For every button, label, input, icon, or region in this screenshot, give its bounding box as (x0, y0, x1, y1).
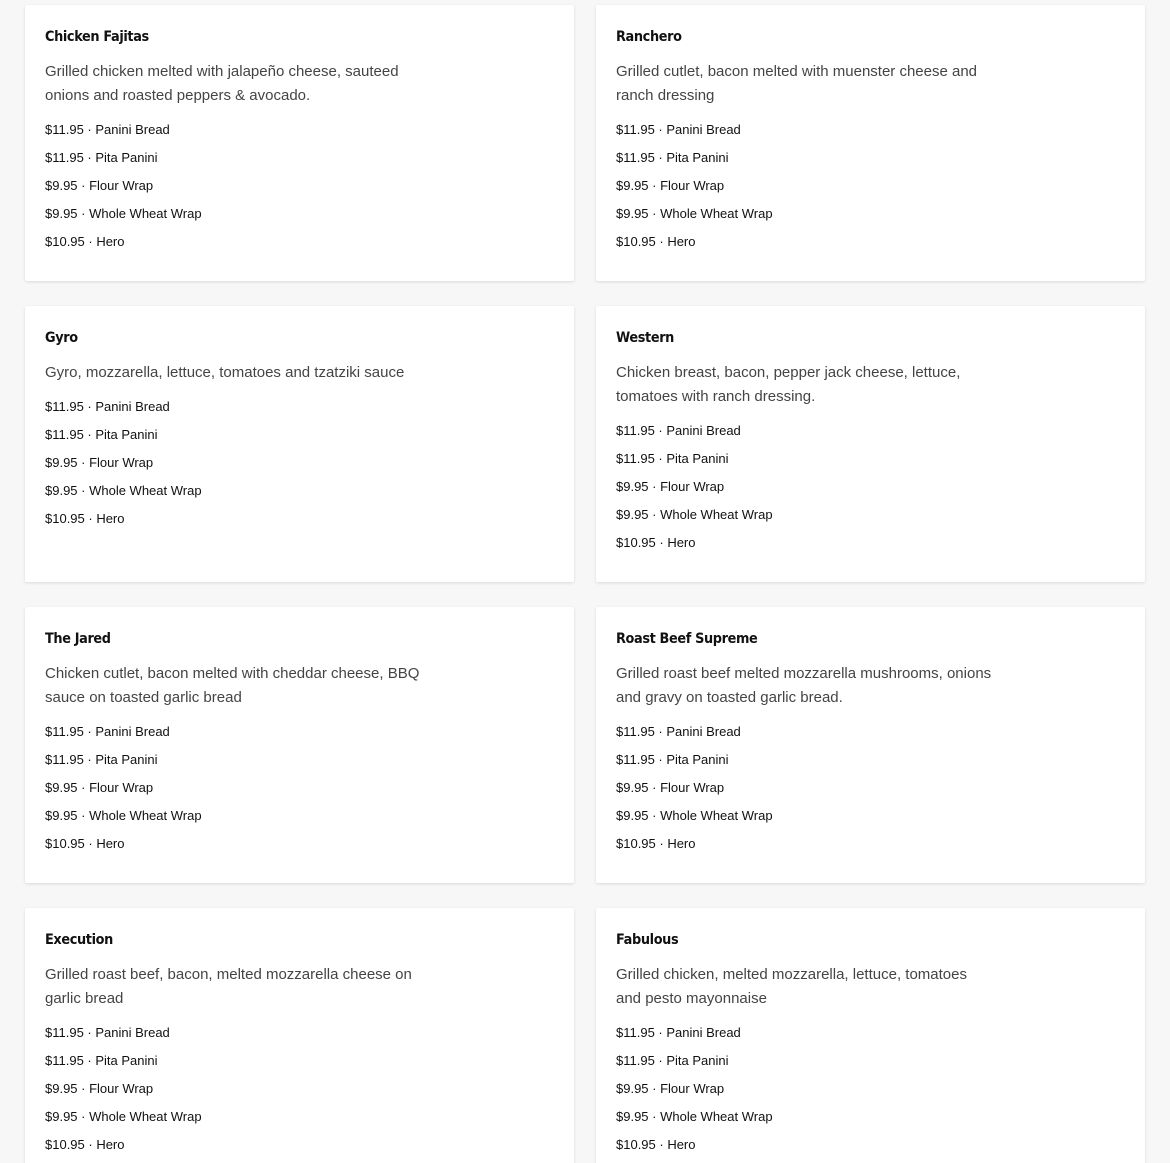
price-option: $9.95 · Whole Wheat Wrap (45, 206, 202, 221)
menu-item-card[interactable] (596, 5, 1145, 281)
price-option: $9.95 · Flour Wrap (616, 780, 725, 795)
price-option: $9.95 · Whole Wheat Wrap (45, 808, 202, 823)
menu-item-card[interactable] (596, 908, 1145, 1163)
price-list (45, 1019, 554, 1159)
price-option: $11.95 · Panini Bread (45, 1025, 170, 1040)
price-option: $11.95 · Panini Bread (45, 724, 170, 739)
price-option: $10.95 · Hero (45, 234, 125, 249)
price-option: $11.95 · Panini Bread (616, 423, 741, 438)
price-option: $9.95 · Flour Wrap (45, 455, 154, 470)
price-option: $9.95 · Whole Wheat Wrap (616, 507, 773, 522)
price-option: $11.95 · Panini Bread (45, 399, 170, 414)
item-title: Western (616, 330, 674, 346)
menu-item-card[interactable] (596, 607, 1145, 883)
price-option: $11.95 · Panini Bread (616, 724, 741, 739)
price-list (616, 1019, 1125, 1159)
item-description: Gyro, mozzarella, lettuce, tomatoes and tzatziki sauce (45, 364, 405, 381)
item-title: Roast Beef Supreme (616, 631, 758, 647)
price-option: $10.95 · Hero (616, 1137, 696, 1152)
menu-item-card[interactable] (25, 306, 574, 582)
item-description: Grilled roast beef, bacon, melted mozzarella cheese on garlic bread (45, 966, 412, 1007)
price-option: $9.95 · Whole Wheat Wrap (45, 483, 202, 498)
price-option: $10.95 · Hero (45, 836, 125, 851)
item-title: Gyro (45, 330, 78, 346)
menu-item-card[interactable] (596, 306, 1145, 582)
price-option: $11.95 · Pita Panini (616, 451, 729, 466)
price-list (45, 116, 554, 256)
price-option: $9.95 · Flour Wrap (45, 178, 154, 193)
price-option: $9.95 · Whole Wheat Wrap (616, 808, 773, 823)
item-description: Chicken cutlet, bacon melted with cheddar cheese, BBQ sauce on toasted garlic bread (45, 665, 420, 706)
price-list (616, 417, 1125, 557)
price-list (616, 116, 1125, 256)
item-description: Grilled roast beef melted mozzarella mushrooms, onions and gravy on toasted garlic bread. (616, 665, 992, 706)
price-option: $9.95 · Flour Wrap (45, 780, 154, 795)
price-option: $9.95 · Flour Wrap (45, 1081, 154, 1096)
price-option: $10.95 · Hero (45, 511, 125, 526)
price-option: $10.95 · Hero (45, 1137, 125, 1152)
price-option: $11.95 · Panini Bread (616, 122, 741, 137)
price-option: $11.95 · Pita Panini (616, 752, 729, 767)
price-option: $11.95 · Pita Panini (45, 752, 158, 767)
price-option: $11.95 · Pita Panini (616, 1053, 729, 1068)
item-title: The Jared (45, 631, 111, 647)
price-option: $10.95 · Hero (616, 234, 696, 249)
price-option: $11.95 · Pita Panini (616, 150, 729, 165)
item-title: Chicken Fajitas (45, 29, 149, 45)
item-description: Grilled chicken melted with jalapeño cheese, sauteed onions and roasted peppers & avocado. (45, 63, 399, 104)
item-description: Grilled cutlet, bacon melted with muenster cheese and ranch dressing (616, 63, 978, 104)
price-list (45, 393, 554, 533)
price-option: $11.95 · Pita Panini (45, 427, 158, 442)
menu-item-card[interactable] (25, 5, 574, 281)
price-option: $9.95 · Whole Wheat Wrap (616, 1109, 773, 1124)
price-list (616, 718, 1125, 858)
price-option: $11.95 · Panini Bread (616, 1025, 741, 1040)
price-option: $9.95 · Flour Wrap (616, 479, 725, 494)
price-option: $9.95 · Flour Wrap (616, 1081, 725, 1096)
price-option: $9.95 · Flour Wrap (616, 178, 725, 193)
menu-item-card[interactable] (25, 908, 574, 1163)
price-option: $11.95 · Pita Panini (45, 1053, 158, 1068)
item-description: Grilled chicken, melted mozzarella, lettuce, tomatoes and pesto mayonnaise (616, 966, 967, 1007)
item-title: Ranchero (616, 29, 682, 45)
price-option: $9.95 · Whole Wheat Wrap (616, 206, 773, 221)
item-title: Execution (45, 932, 113, 948)
price-option: $11.95 · Panini Bread (45, 122, 170, 137)
price-option: $9.95 · Whole Wheat Wrap (45, 1109, 202, 1124)
item-title: Fabulous (616, 932, 679, 948)
price-list (45, 718, 554, 858)
item-description: Chicken breast, bacon, pepper jack cheese, lettuce, tomatoes with ranch dressing. (616, 364, 961, 405)
price-option: $10.95 · Hero (616, 535, 696, 550)
price-option: $10.95 · Hero (616, 836, 696, 851)
price-option: $11.95 · Pita Panini (45, 150, 158, 165)
menu-item-card[interactable] (25, 607, 574, 883)
